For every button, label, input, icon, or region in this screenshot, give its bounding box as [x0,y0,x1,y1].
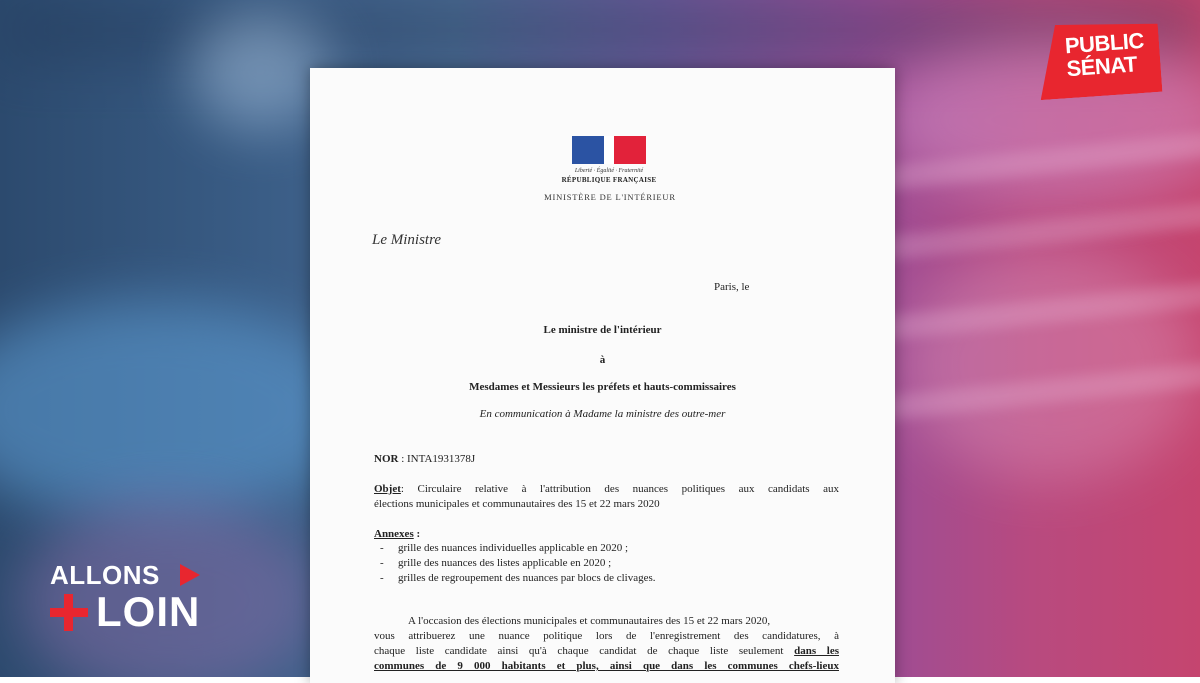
objet-text-1: : Circulaire relative à l'attribution des nuances politiques aux candidats aux [400,483,839,495]
body-line-1: A l'occasion des élections municipales et communautaires des 15 et 22 mars 2020, [408,615,771,627]
annex-item: - [380,542,384,554]
annex-item-text: grille des nuances des listes applicable en 2020 ; [398,557,612,569]
republic-motto: Liberté · Égalité · Fraternité [574,168,644,174]
objet-label: Objet [374,483,401,495]
annex-item-text: grilles de regroupement des nuances par blocs de clivages. [398,572,656,584]
annex-item: - [380,557,384,569]
body-line-2: vous attribuerez une nuance politique lors de l'enregistrement des candidatures, à [374,630,839,642]
date-line: Paris, le [714,281,750,293]
republic-flag-logo [572,136,646,164]
republic-name: RÉPUBLIQUE FRANÇAISE [561,176,657,184]
minister-signature: Le Ministre [372,232,442,248]
show-title-line1: ALLONS [50,560,160,590]
body-line-3: chaque liste candidate ainsi qu'à chaque candidat de chaque liste seulement dans les [374,645,839,657]
annex-item-text: grille des nuances individuelles applicable en 2020 ; [398,542,629,554]
nor-value: : INTA1931378J [401,453,476,465]
nor-reference [374,452,475,466]
objet-line-2: élections municipales et communautaires des 15 et 22 mars 2020 [374,498,660,510]
nor-label: NOR [374,453,399,465]
show-title-line2: LOIN [96,588,201,635]
arrow-icon [180,564,200,586]
body-line-4: communes de 9 000 habitants et plus, ainsi que dans les communes chefs-lieux [374,660,839,672]
annex-item: - [380,572,384,584]
public-senat-logo: PUBLIC SÉNAT [1036,18,1163,100]
objet-line-1 [374,482,839,496]
communication-line: En communication à Madame la ministre des outre-mer [479,408,726,420]
sender-line: Le ministre de l'intérieur [543,324,662,336]
ministry-header: MINISTÈRE DE L'INTÉRIEUR [544,192,676,202]
recipients-line: Mesdames et Messieurs les préfets et hauts-commissaires [469,381,736,393]
to-word: à [599,354,606,366]
annexes-label: Annexes [374,528,414,540]
annexes-heading: Annexes : [374,528,421,540]
plus-icon [50,592,88,632]
circular-document [310,68,895,683]
